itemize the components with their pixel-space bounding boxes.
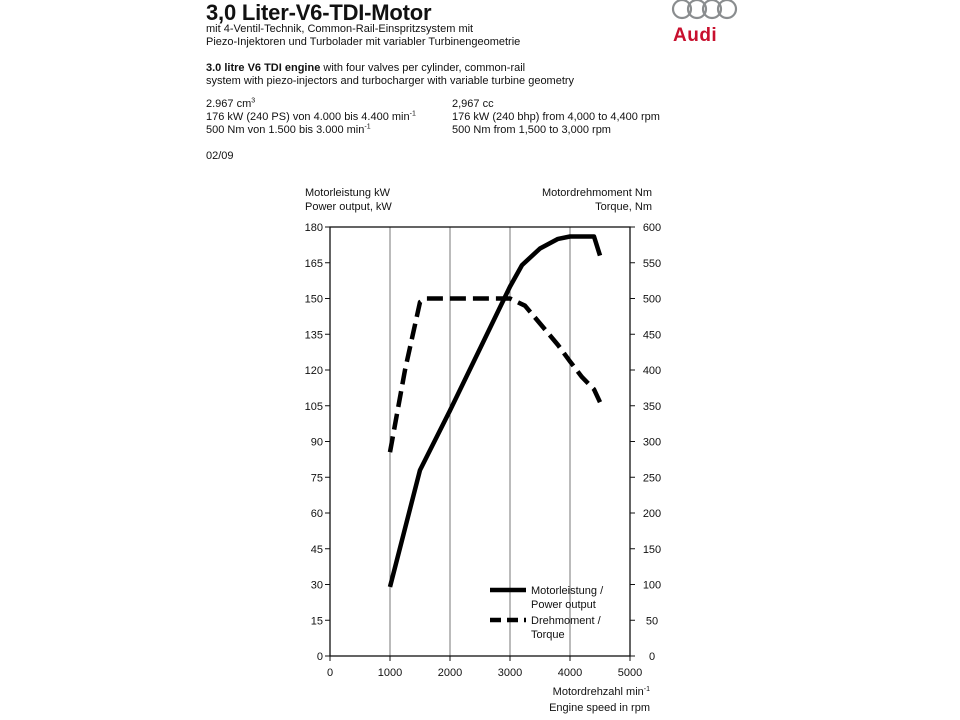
audi-logo-text: Audi [673, 25, 718, 46]
y-left-tick-label: 75 [310, 472, 323, 485]
subtitle-german-line-1: mit 4-Ventil-Technik, Common-Rail-Einspritzsystem mit [206, 23, 474, 35]
spec-torque-de: 500 Nm von 1.500 bis 3.000 $\min^{-1}$ [206, 123, 371, 136]
y-right-tick-label: 250 [642, 472, 662, 485]
legend-label-torque-2: Torque [531, 629, 565, 641]
y-left-tick-label: 30 [310, 579, 323, 592]
y-right-tick-label: 350 [642, 400, 662, 413]
y-left-tick-label: 45 [310, 543, 323, 556]
y-left-tick-label: 15 [310, 615, 323, 628]
y-left-tick-label: 0 [316, 651, 323, 663]
y-right-tick-label: 550 [642, 257, 662, 270]
subtitle-english-rest: with four valves per cylinder, common-rail [320, 62, 526, 74]
spec-displacement-de: 2.967 $cm^3$ [206, 97, 256, 110]
y-right-tick-label: 200 [642, 508, 662, 520]
series-power-line [390, 237, 600, 587]
spec-power-en: 176 kW (240 bhp) from 4,000 to 4,400 rpm [452, 111, 660, 123]
chart-ticks [305, 222, 662, 679]
y-right-tick-label: 0 [648, 651, 656, 663]
spec-displacement-en: 2,967 cc [452, 98, 494, 110]
x-tick-label: 2000 [437, 667, 463, 679]
x-tick-label: 0 [326, 667, 334, 679]
subtitle-english-line-2: system with piezo-injectors and turbocharger with variable turbine geometry [206, 75, 575, 87]
y-right-tick-label: 450 [642, 329, 662, 342]
legend-label-torque-1: Drehmoment / [531, 615, 601, 627]
y-left-tick-label: 135 [304, 329, 323, 342]
spec-power-de: 176 kW (240 PS) von 4.000 bis 4.400 $\min^{-1}$ [206, 110, 416, 123]
legend-label-power-1: Motorleistung / [531, 585, 604, 597]
page-title: 3,0 Liter-V6-TDI-Motor [206, 0, 432, 25]
y-right-label-en: Torque, Nm [595, 201, 652, 213]
y-left-tick-label: 150 [304, 293, 323, 306]
y-left-tick-label: 165 [304, 257, 323, 270]
y-left-tick-label: 105 [304, 400, 323, 413]
spec-torque-en: 500 Nm from 1,500 to 3,000 rpm [452, 124, 611, 136]
x-tick-label: 4000 [557, 667, 583, 679]
y-right-tick-label: 150 [642, 543, 662, 556]
y-left-tick-label: 180 [304, 222, 323, 234]
y-right-tick-label: 50 [645, 615, 659, 628]
chart-axis-labels [305, 187, 652, 714]
y-right-tick-label: 300 [642, 436, 662, 449]
y-right-tick-label: 100 [642, 579, 662, 592]
y-right-tick-label: 400 [642, 365, 662, 377]
y-left-tick-label: 120 [304, 365, 323, 377]
chart-legend [490, 585, 604, 641]
x-label-en: Engine speed in rpm [549, 702, 650, 714]
x-tick-label: 3000 [497, 667, 523, 679]
y-left-label-en: Power output, kW [305, 201, 392, 213]
y-left-tick-label: 90 [310, 436, 323, 449]
subtitle-english-bold: 3.0 litre V6 TDI engine [206, 62, 321, 74]
chart-series [390, 237, 600, 587]
subtitle-german-line-2: Piezo-Injektoren und Turbolader mit variabler Turbinengeometrie [206, 36, 521, 48]
y-right-tick-label: 600 [642, 222, 662, 234]
y-right-tick-label: 500 [642, 293, 662, 306]
x-tick-label: 5000 [617, 667, 643, 679]
legend-label-power-2: Power output [531, 599, 596, 611]
date-label: 02/09 [206, 150, 234, 162]
y-left-tick-label: 60 [310, 508, 323, 520]
x-tick-label: 1000 [377, 667, 403, 679]
x-label-de: Motordrehzahl $\min^{-1}$ [552, 686, 650, 698]
y-left-label-de: Motorleistung kW [305, 187, 390, 199]
y-right-label-de: Motordrehmoment Nm [541, 187, 652, 199]
